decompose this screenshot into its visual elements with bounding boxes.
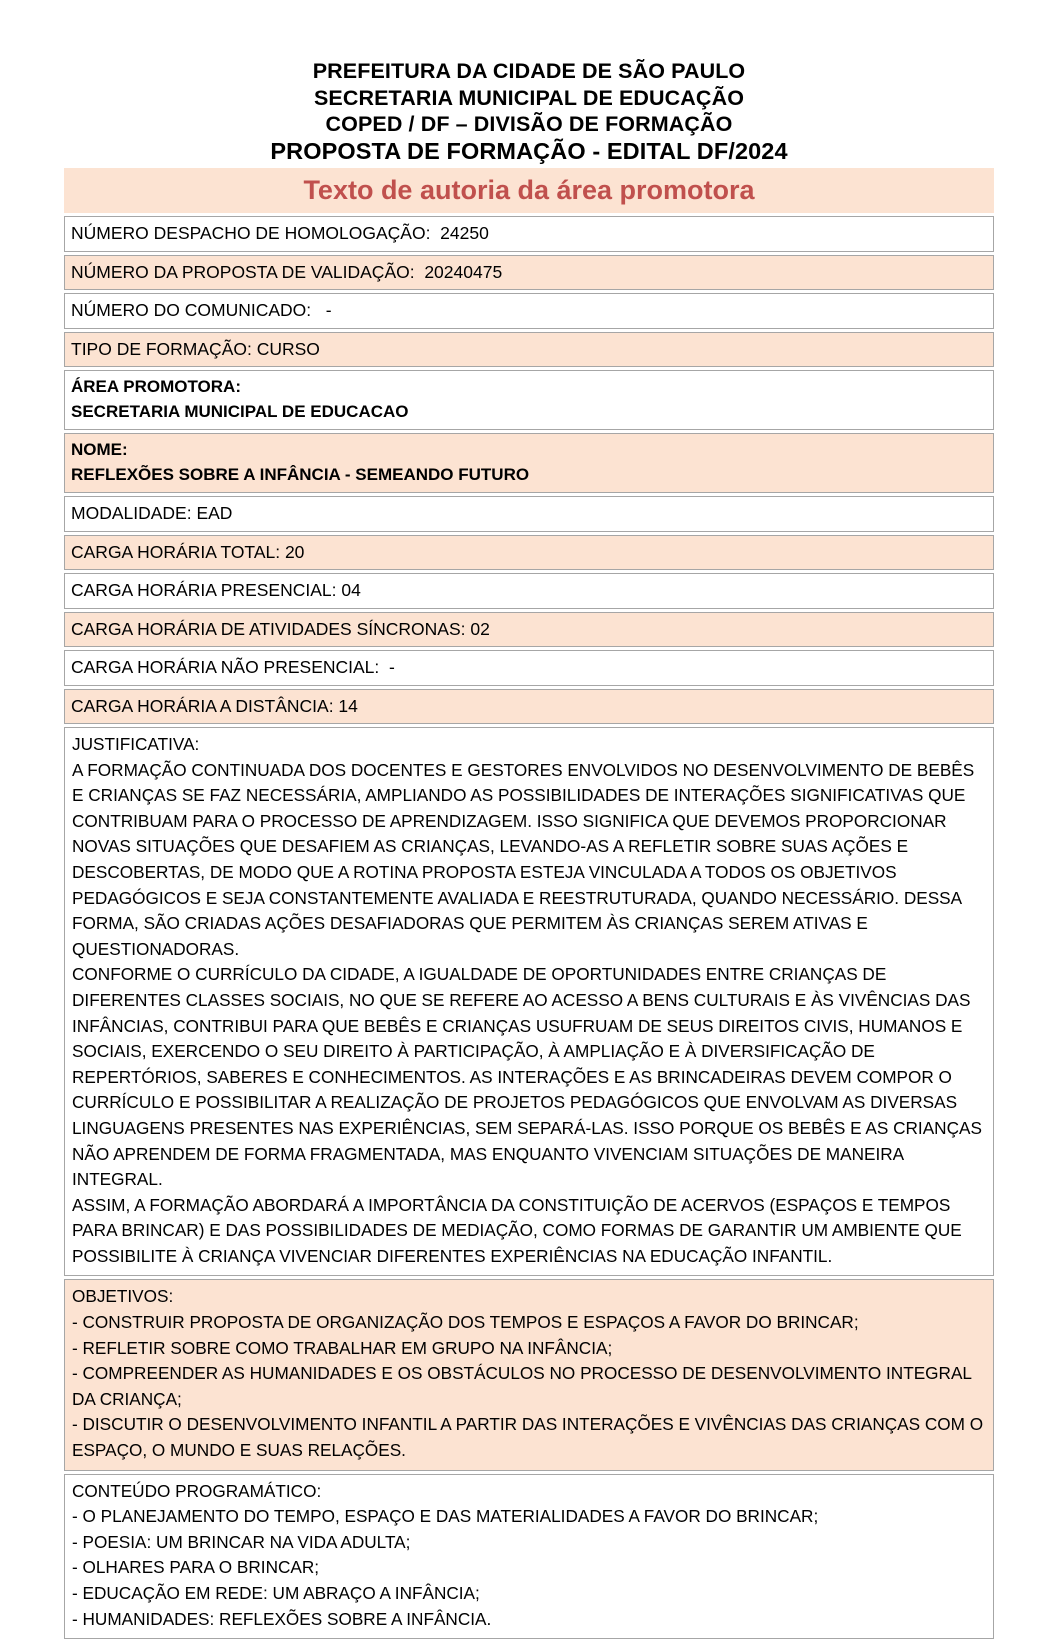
row-despacho-homologacao	[64, 216, 994, 252]
nome-value: REFLEXÕES SOBRE A INFÂNCIA - SEMEANDO FUTURO	[71, 464, 530, 484]
row-modalidade	[64, 496, 994, 532]
row-proposta-validacao	[64, 255, 994, 291]
row-nome	[64, 433, 994, 493]
nome-label: NOME:	[71, 440, 128, 459]
objetivos-item: - COMPREENDER AS HUMANIDADES E OS OBSTÁCULOS NO PROCESSO DE DESENVOLVIMENTO INTEGRAL DA CRIANÇA;	[72, 1363, 977, 1409]
header-line-prefeitura: PREFEITURA DA CIDADE DE SÃO PAULO	[312, 59, 746, 83]
conteudo-item: - EDUCAÇÃO EM REDE: UM ABRAÇO A INFÂNCIA;	[72, 1583, 480, 1603]
conteudo-label: CONTEÚDO PROGRAMÁTICO:	[72, 1480, 322, 1501]
conteudo-item: - HUMANIDADES: REFLEXÕES SOBRE A INFÂNCIA.	[72, 1608, 492, 1629]
row-carga-total	[64, 535, 994, 571]
document-header	[0, 0, 1058, 164]
carga-distancia-text: CARGA HORÁRIA A DISTÂNCIA: 14	[71, 695, 358, 716]
row-comunicado	[64, 293, 994, 329]
proposta-validacao-text: NÚMERO DA PROPOSTA DE VALIDAÇÃO: 20240475	[71, 261, 503, 282]
objetivos-item: - REFLETIR SOBRE COMO TRABALHAR EM GRUPO NA INFÂNCIA;	[72, 1337, 613, 1358]
carga-presencial-text: CARGA HORÁRIA PRESENCIAL: 04	[71, 580, 361, 600]
justificativa-paragraph-3: ASSIM, A FORMAÇÃO ABORDARÁ A IMPORTÂNCIA DA CONSTITUIÇÃO DE ACERVOS (ESPAÇOS E TEMPOS PARA BRINCAR) E DAS POSSIBILIDADES DE MEDIAÇÃO, COMO FORMAS DE GARANTIR UM AMBIENTE QUE POSSIBILITE À CRIANÇA VIVENCIAR DIFERENTES EXPERIÊNCIAS NA EDUCAÇÃO INFANTIL.	[72, 1194, 967, 1266]
row-carga-distancia	[64, 689, 994, 725]
row-carga-nao-presencial	[64, 650, 994, 686]
comunicado-text: NÚMERO DO COMUNICADO: -	[71, 300, 332, 320]
carga-sincronas-text: CARGA HORÁRIA DE ATIVIDADES SÍNCRONAS: 02	[71, 618, 490, 639]
row-tipo-formacao	[64, 332, 994, 368]
objetivos-item: - CONSTRUIR PROPOSTA DE ORGANIZAÇÃO DOS TEMPOS E ESPAÇOS A FAVOR DO BRINCAR;	[72, 1312, 859, 1333]
header-line-proposta: PROPOSTA DE FORMAÇÃO - EDITAL DF/2024	[270, 137, 788, 164]
header-line-coped: COPED / DF – DIVISÃO DE FORMAÇÃO	[325, 112, 733, 136]
conteudo-item: - POESIA: UM BRINCAR NA VIDA ADULTA;	[72, 1531, 411, 1552]
justificativa-label: JUSTIFICATIVA:	[72, 734, 200, 754]
block-conteudo-programatico	[64, 1474, 994, 1639]
row-carga-presencial	[64, 573, 994, 609]
conteudo-item: - O PLANEJAMENTO DO TEMPO, ESPAÇO E DAS MATERIALIDADES A FAVOR DO BRINCAR;	[72, 1506, 819, 1527]
justificativa-paragraph-2: CONFORME O CURRÍCULO DA CIDADE, A IGUALDADE DE OPORTUNIDADES ENTRE CRIANÇAS DE DIFERENTES CLASSES SOCIAIS, NO QUE SE REFERE AO ACESSO A BENS CULTURAIS E ÀS VIVÊNCIAS DAS INFÂNCIAS, CONTRIBUI PARA QUE BEBÊS E CRIANÇAS USUFRUAM DE SEUS DIREITOS CIVIS, HUMANOS E SOCIAIS, EXERCENDO O SEU DIREITO À PARTICIPAÇÃO, À AMPLIAÇÃO E À DIVERSIFICAÇÃO DE REPERTÓRIOS, SABERES E CONHECIMENTOS. AS INTERAÇÕES E AS BRINCADEIRAS DEVEM COMPOR O CURRÍCULO E POSSIBILITAR A REALIZAÇÃO DE PROJETOS PEDAGÓGICOS QUE ENVOLVAM AS DIVERSAS LINGUAGENS PRESENTES NAS EXPERIÊNCIAS, SEM SEPARÁ-LAS. ISSO PORQUE OS BEBÊS E AS CRIANÇAS NÃO APRENDEM DE FORMA FRAGMENTADA, MAS ENQUANTO VIVENCIAM SITUAÇÕES DE MANEIRA INTEGRAL.	[72, 964, 987, 1190]
carga-nao-presencial-text: CARGA HORÁRIA NÃO PRESENCIAL: -	[71, 657, 395, 677]
row-area-promotora	[64, 370, 994, 430]
title-banner: Texto de autoria da área promotora	[64, 168, 994, 213]
conteudo-item: - OLHARES PARA O BRINCAR;	[72, 1557, 320, 1578]
tipo-formacao-text: TIPO DE FORMAÇÃO: CURSO	[71, 338, 320, 359]
objetivos-label: OBJETIVOS:	[72, 1286, 174, 1307]
header-line-secretaria: SECRETARIA MUNICIPAL DE EDUCAÇÃO	[313, 85, 745, 110]
objetivos-item: - DISCUTIR O DESENVOLVIMENTO INFANTIL A PARTIR DAS INTERAÇÕES E VIVÊNCIAS DAS CRIANÇAS COM O ESPAÇO, O MUNDO E SUAS RELAÇÕES.	[72, 1414, 988, 1461]
area-promotora-value: SECRETARIA MUNICIPAL DE EDUCACAO	[71, 401, 409, 421]
block-objetivos	[64, 1279, 994, 1470]
row-carga-sincronas	[64, 612, 994, 648]
justificativa-paragraph-1: A FORMAÇÃO CONTINUADA DOS DOCENTES E GESTORES ENVOLVIDOS NO DESENVOLVIMENTO DE BEBÊS E CRIANÇAS SE FAZ NECESSÁRIA, AMPLIANDO AS POSSIBILIDADES DE INTERAÇÕES SIGNIFICATIVAS QUE CONTRIBUAM PARA O PROCESSO DE APRENDIZAGEM. ISSO SIGNIFICA QUE DEVEMOS PROPORCIONAR NOVAS SITUAÇÕES QUE DESAFIEM AS CRIANÇAS, LEVANDO-AS A REFLETIR SOBRE SUAS AÇÕES E DESCOBERTAS, DE MODO QUE A ROTINA PROPOSTA ESTEJA VINCULADA A TODOS OS OBJETIVOS PEDAGÓGICOS E SEJA CONSTANTEMENTE AVALIADA E REESTRUTURADA, QUANDO NECESSÁRIO. DESSA FORMA, SÃO CRIADAS AÇÕES DESAFIADORAS QUE PERMITEM ÀS CRIANÇAS SEREM ATIVAS E QUESTIONADORAS.	[72, 759, 979, 959]
despacho-homologacao-text: NÚMERO DESPACHO DE HOMOLOGAÇÃO: 24250	[71, 223, 489, 243]
area-promotora-label: ÁREA PROMOTORA:	[71, 377, 241, 396]
block-justificativa	[64, 727, 994, 1276]
carga-total-text: CARGA HORÁRIA TOTAL: 20	[71, 541, 305, 562]
modalidade-text: MODALIDADE: EAD	[71, 503, 233, 523]
form-table	[64, 213, 994, 1639]
